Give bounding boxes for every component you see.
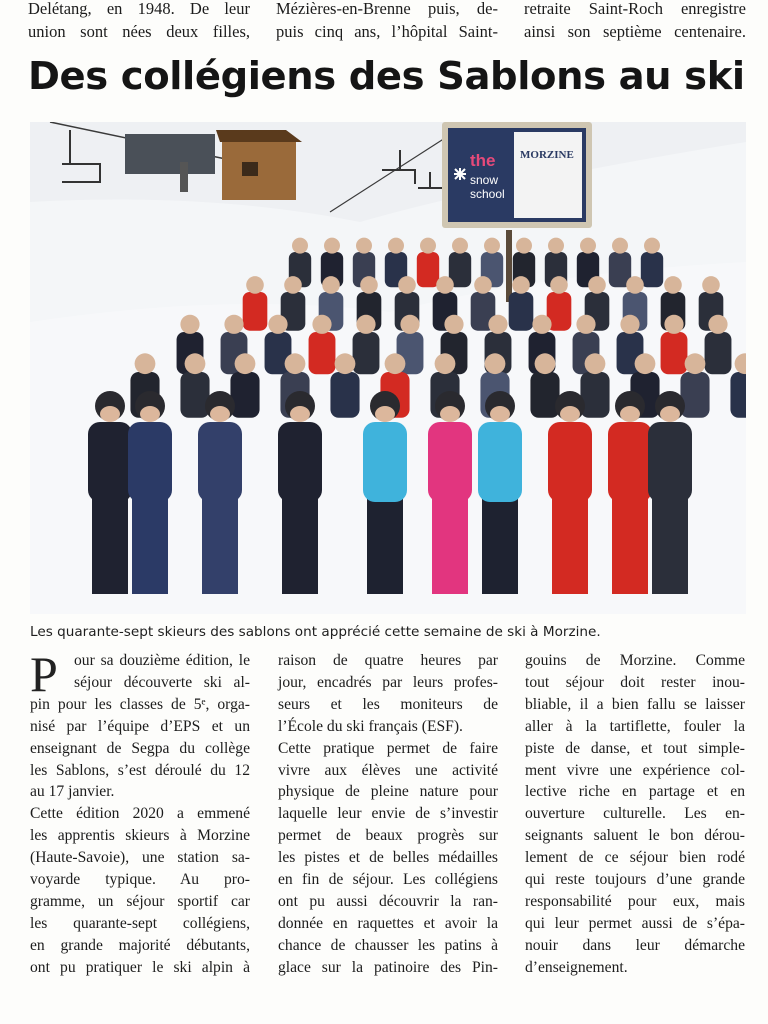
text-line: aller à la tartiflette, fouler la	[525, 717, 745, 735]
article-column-1	[30, 646, 250, 979]
skier-figure	[243, 276, 268, 331]
text-line: puis cinq ans, l’hôpital Saint-	[276, 22, 498, 41]
group-photo	[30, 122, 746, 614]
skier-figure	[330, 353, 359, 417]
text-line: raison de quatre heures par	[278, 652, 498, 669]
text-line: au 17 janvier.	[30, 783, 115, 801]
text-line: glace sur la patinoire des Pin-	[278, 958, 498, 976]
photo-caption: Les quarante-sept skieurs des sablons ont apprécié cette semaine de ski à Morzine.	[30, 624, 601, 640]
text-line: qui reste toujours d’une grande	[525, 871, 745, 889]
text-line: gramme, un séjour sportif car	[30, 892, 250, 910]
text-line: lement de ce séjour bien rodé	[525, 849, 745, 867]
text-line: laquelle leur envie de s’investir	[278, 805, 498, 823]
skier-figure	[309, 315, 336, 375]
text-line: ont pu pratiquer le ski alpin à	[30, 958, 250, 976]
text-line: nouir dans leur démarche	[525, 936, 745, 954]
text-line: les pistes et de belles médailles	[278, 849, 498, 867]
text-line: voyarde typique. Au pro-	[30, 871, 250, 889]
top-column-1	[28, 0, 250, 43]
sign-location: MORZINE	[520, 149, 574, 161]
text-line: les quarante-sept collégiens,	[30, 914, 250, 932]
text-line: pin pour les classes de 5ᵉ, orga-	[30, 695, 250, 713]
text-line: union sont nées deux filles,	[28, 22, 250, 41]
text-line: tout séjour doit rester inou-	[525, 673, 745, 691]
text-line: jour, encadrés par leurs profes-	[278, 673, 498, 691]
text-line: permet de beaux progrès sur	[278, 827, 498, 845]
text-line: ment vivre une expérience col-	[525, 761, 745, 779]
text-line: physique de pleine nature pour	[278, 783, 498, 801]
text-line: gouins de Morzine. Comme	[525, 652, 745, 669]
snowflake-icon	[454, 168, 466, 180]
text-line: ont pu aussi découvrir la ran-	[278, 892, 498, 910]
text-line: chance de chausser les patins à	[278, 936, 498, 954]
text-line: our sa douzième édition, le	[74, 652, 250, 669]
text-line: Cette édition 2020 a emmené	[30, 805, 250, 823]
sign-brand-line1: the	[470, 151, 496, 170]
top-column-2	[276, 0, 498, 43]
skier-figure	[661, 315, 688, 375]
text-line: l’École du ski français (ESF).	[278, 717, 463, 735]
article-column-3	[525, 650, 745, 979]
skier-figure	[705, 315, 732, 375]
text-line: retraite Saint-Roch enregistre	[524, 0, 746, 18]
skier-figure	[509, 276, 534, 331]
headline: Des collégiens des Sablons au ski	[28, 54, 745, 99]
text-line: seurs et les moniteurs de	[278, 695, 498, 713]
text-line: lective riche en partage et en	[525, 783, 745, 801]
text-line: nisé par l’équipe d’EPS et un	[30, 717, 250, 735]
text-line: vivre aux élèves une activité	[278, 761, 498, 779]
sign-brand-line2: snow	[470, 173, 499, 187]
skier-figure	[609, 238, 631, 288]
text-line: Delétang, en 1948. De leur	[28, 0, 250, 18]
text-line: responsabilité pour eux, mais	[525, 892, 745, 910]
ski-group-illustration	[30, 122, 746, 614]
skier-figure	[641, 238, 663, 288]
text-line: qui leur permet aussi de s’épa-	[525, 914, 745, 932]
sign-brand-line3: school	[470, 187, 505, 201]
text-line: en fin de séjour. Les collégiens	[278, 871, 498, 889]
text-line: en grande majorité débutants,	[30, 936, 250, 954]
previous-article-columns	[28, 0, 746, 46]
skier-figure	[449, 238, 471, 288]
top-column-3	[524, 0, 746, 43]
text-line: les Sablons, s’est déroulé du 12	[30, 761, 250, 779]
drop-cap: P	[30, 646, 58, 702]
skier-figure	[353, 315, 380, 375]
article-column-2	[278, 650, 498, 979]
text-line: d’enseignement.	[525, 958, 628, 976]
text-line: bliable, il a bien fallu se laisser	[525, 695, 745, 713]
text-line: Mézières-en-Brenne puis, de-	[276, 0, 498, 18]
text-line: Cette pratique permet de faire	[278, 739, 498, 757]
text-line: donnée en raquettes et avoir la	[278, 914, 498, 932]
text-line: seignants saluent le bon dérou-	[525, 827, 745, 845]
skier-figure	[417, 238, 439, 288]
text-line: (Haute-Savoie), une station sa-	[30, 849, 250, 867]
text-line: les apprentis skieurs à Morzine	[30, 827, 250, 845]
text-line: séjour découverte ski al-	[74, 673, 250, 691]
text-line: ainsi son septième centenaire.	[524, 22, 746, 41]
text-line: piste de danse, et tout simple-	[525, 739, 745, 757]
text-line: ouverture culturelle. Les en-	[525, 805, 745, 823]
text-line: enseignant de Segpa du collège	[30, 739, 250, 757]
